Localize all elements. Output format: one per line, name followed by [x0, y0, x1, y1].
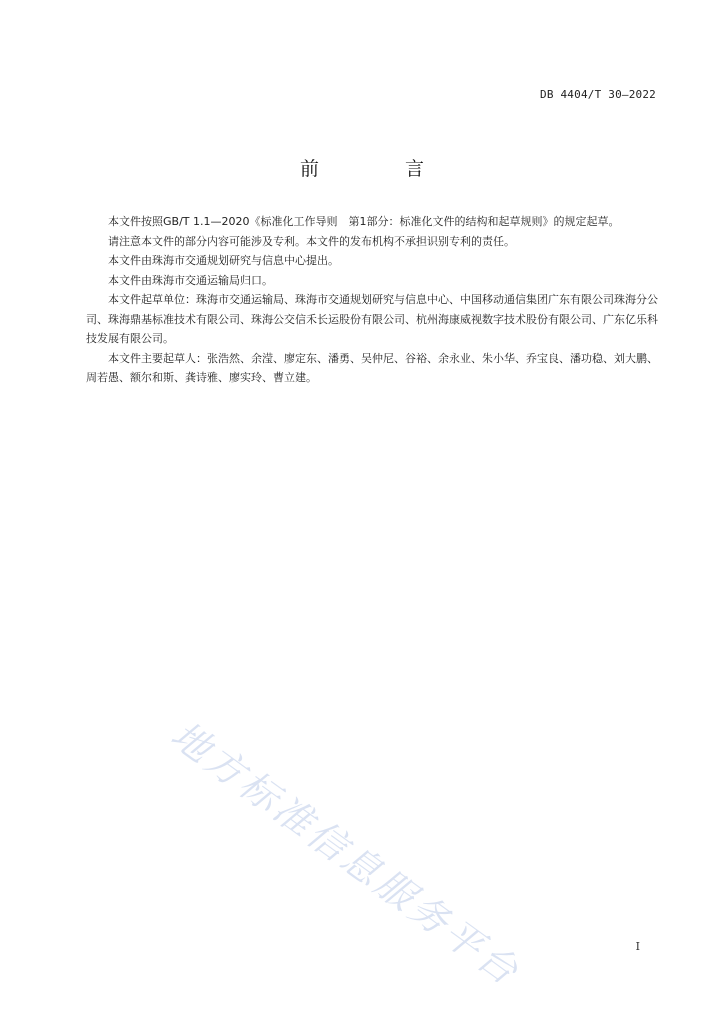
- paragraph-under-jurisdiction: 本文件由珠海市交通运输局归口。: [108, 273, 273, 287]
- paragraph-proposed-by: 本文件由珠海市交通规划研究与信息中心提出。: [108, 254, 339, 267]
- paragraph-main-drafters: 本文件主要起草人：张浩然、余滢、廖定东、潘勇、吴仲尼、谷裕、余永业、朱小华、乔宝良、潘功稳、刘大鹏、周若愚、额尔和斯、龚诗雅、廖实玲、曹立建。: [86, 351, 658, 384]
- page-number: I: [635, 940, 640, 953]
- watermark: 地方标准信息服务平台: [163, 712, 529, 996]
- paragraph-drafting-basis: 本文件按照GB/T 1.1—2020《标准化工作导则 第1部分：标准化文件的结构和起草规则》的规定起草。: [108, 215, 620, 228]
- paragraph-drafting-units: 本文件起草单位：珠海市交通运输局、珠海市交通规划研究与信息中心、中国移动通信集团广东有限公司珠海分公司、珠海鼎基标准技术有限公司、珠海公交信禾长运股份有限公司、杭州海康威视数字技术股份有限公司、广东亿乐科技发展有限公司。: [86, 293, 658, 345]
- paragraph-patent-notice: 请注意本文件的部分内容可能涉及专利。本文件的发布机构不承担识别专利的责任。: [108, 234, 515, 248]
- page-title: 前 言: [299, 158, 465, 180]
- document-code: DB 4404/T 30—2022: [540, 88, 656, 101]
- foreword-body: [86, 212, 658, 388]
